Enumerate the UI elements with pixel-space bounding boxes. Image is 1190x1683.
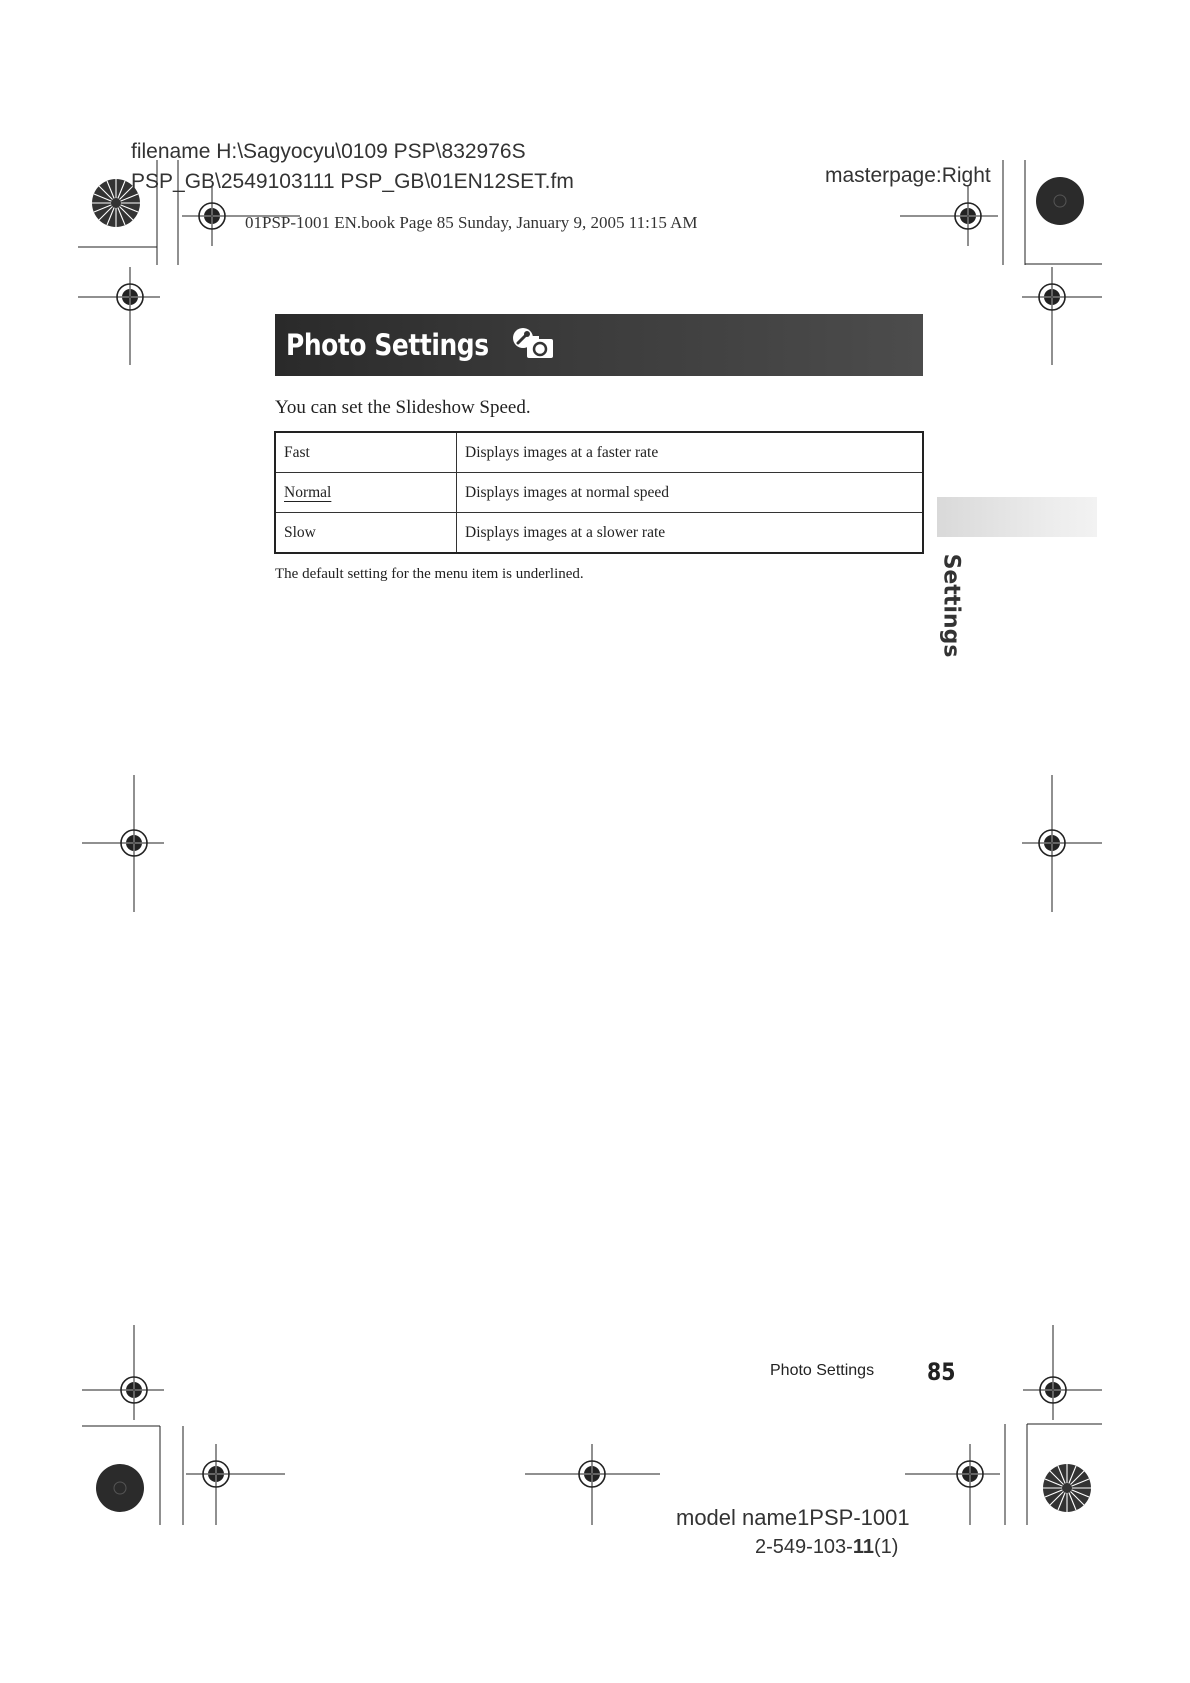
intro-text: You can set the Slideshow Speed. (275, 397, 531, 418)
model-code-suffix: (1) (874, 1536, 899, 1558)
footer-section-title: Photo Settings (770, 1362, 875, 1379)
option-label: Slow (275, 513, 457, 554)
model-code (755, 1536, 898, 1559)
section-title-bar (275, 314, 923, 376)
header-filename-line1: filename H:\Sagyocyu\0109 PSP\832976S (131, 140, 526, 163)
wrench-camera-icon (510, 325, 556, 366)
table-row (275, 473, 923, 513)
option-description: Displays images at normal speed (457, 473, 924, 513)
option-description: Displays images at a slower rate (457, 513, 924, 554)
page-number: 85 (927, 1358, 956, 1386)
default-option-text: Normal (284, 483, 332, 501)
header-filename-line2: PSP_GB\2549103111 PSP_GB\01EN12SET.fm (131, 170, 574, 193)
table-row (275, 513, 923, 554)
section-title: Photo Settings (286, 328, 489, 362)
option-label-default (275, 473, 457, 513)
table-row (275, 432, 923, 473)
header-masterpage: masterpage:Right (825, 164, 991, 187)
side-tab-text: Settings (938, 553, 964, 657)
option-description: Displays images at a faster rate (457, 432, 924, 473)
model-name: model name1PSP-1001 (676, 1505, 910, 1530)
side-thumb-tab (937, 497, 1097, 537)
option-label: Fast (275, 432, 457, 473)
model-code-bold: 11 (852, 1536, 874, 1558)
side-tab-label (931, 555, 971, 655)
slideshow-speed-table (274, 431, 924, 554)
header-book-info: 01PSP-1001 EN.book Page 85 Sunday, January 9, 2005 11:15 AM (245, 213, 698, 232)
default-note: The default setting for the menu item is underlined. (275, 566, 584, 582)
model-code-prefix: 2-549-103- (755, 1536, 853, 1558)
